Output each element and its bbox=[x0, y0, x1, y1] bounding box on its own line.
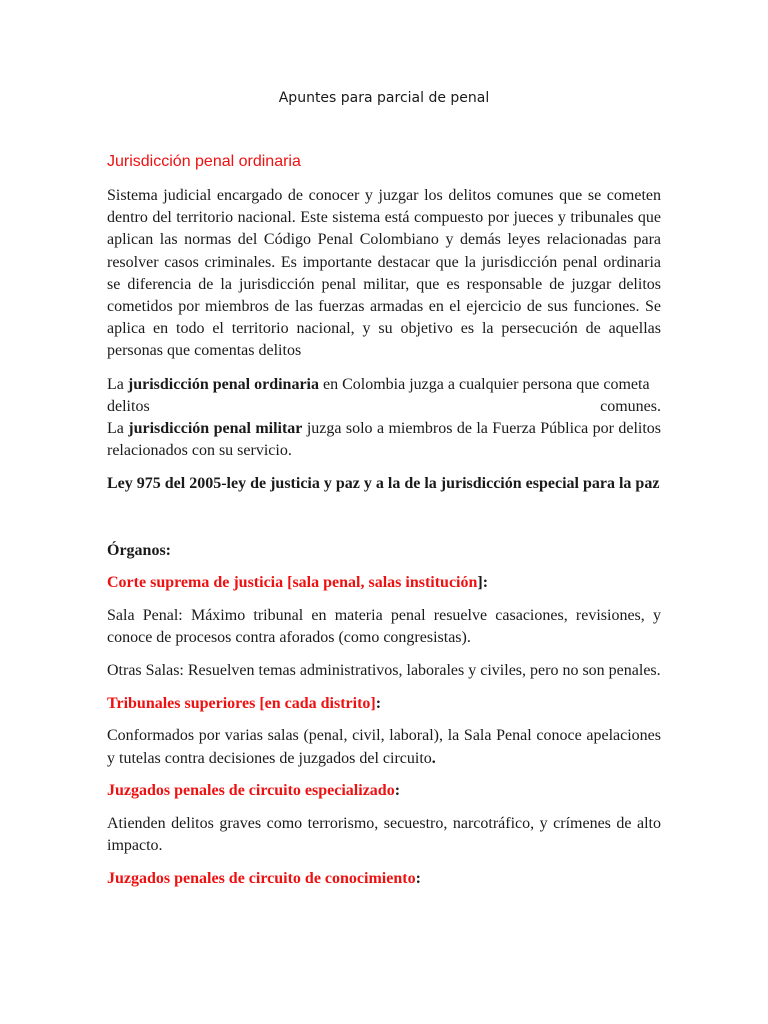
heading-tribunales-superiores: Tribunales superiores [en cada distrito]: bbox=[107, 694, 382, 712]
law-reference: Ley 975 del 2005-ley de justicia y paz y a la de la jurisdicción especial para la paz bbox=[107, 475, 660, 493]
heading-corte-suprema: Corte suprema de justicia [sala penal, salas institución]: bbox=[107, 574, 489, 592]
comparison-line-spread: delitos comunes. bbox=[107, 397, 661, 415]
bold-jurisdiccion-ordinaria: jurisdicción penal ordinaria bbox=[127, 375, 319, 393]
paragraph-comparison bbox=[107, 374, 661, 463]
paragraph-tribunales: Conformados por varias salas (penal, civil, laboral), la Sala Penal conoce apelaciones y tutelas contra decisiones de juzgados del circuito. bbox=[107, 727, 661, 767]
heading-juzgados-especializado: Juzgados penales de circuito especializado: bbox=[107, 782, 401, 800]
heading-juzgados-conocimiento: Juzgados penales de circuito de conocimiento: bbox=[107, 869, 421, 887]
paragraph-sala-penal: Sala Penal: Máximo tribunal en materia penal resuelve casaciones, revisiones, y conoce de procesos contra aforados (como congresistas). bbox=[107, 607, 661, 647]
comparison-line-militar: La jurisdicción penal militar juzga solo a miembros de la Fuerza Pública por delitos relacionados con su servicio. bbox=[107, 420, 662, 460]
heading-organos: Órganos: bbox=[107, 541, 171, 559]
paragraph-especializado: Atienden delitos graves como terrorismo, secuestro, narcotráfico, y crímenes de alto impacto. bbox=[107, 814, 661, 855]
paragraph-otras-salas: Otras Salas: Resuelven temas administrativos, laborales y civiles, pero no son penales. bbox=[107, 661, 661, 679]
paragraph-jurisdiccion-definition: Sistema judicial encargado de conocer y juzgar los delitos comunes que se cometen dentro del territorio nacional. Este sistema está compuesto por jueces y tribunales que aplican las normas del Código Penal Colombiano y demás leyes relacionadas para resolver casos criminales. Es importante destacar que la jurisdicción penal ordinaria se diferencia de la jurisdicción penal militar, que es responsable de juzgar delitos cometidos por miembros de las fuerzas armadas en el ejercicio de sus funciones. Se aplica en todo el territorio nacional, y su objetivo es la persecución de aquellas personas que comentas delitos bbox=[107, 187, 661, 360]
comparison-line-ordinaria: La jurisdicción penal ordinaria en Colombia juzga a cualquier persona que cometa bbox=[107, 375, 650, 393]
bold-jurisdiccion-militar: jurisdicción penal militar bbox=[128, 420, 303, 438]
heading-jurisdiccion-penal-ordinaria: Jurisdicción penal ordinaria bbox=[107, 153, 301, 170]
document-title: Apuntes para parcial de penal bbox=[278, 90, 490, 106]
document-body bbox=[107, 185, 661, 890]
